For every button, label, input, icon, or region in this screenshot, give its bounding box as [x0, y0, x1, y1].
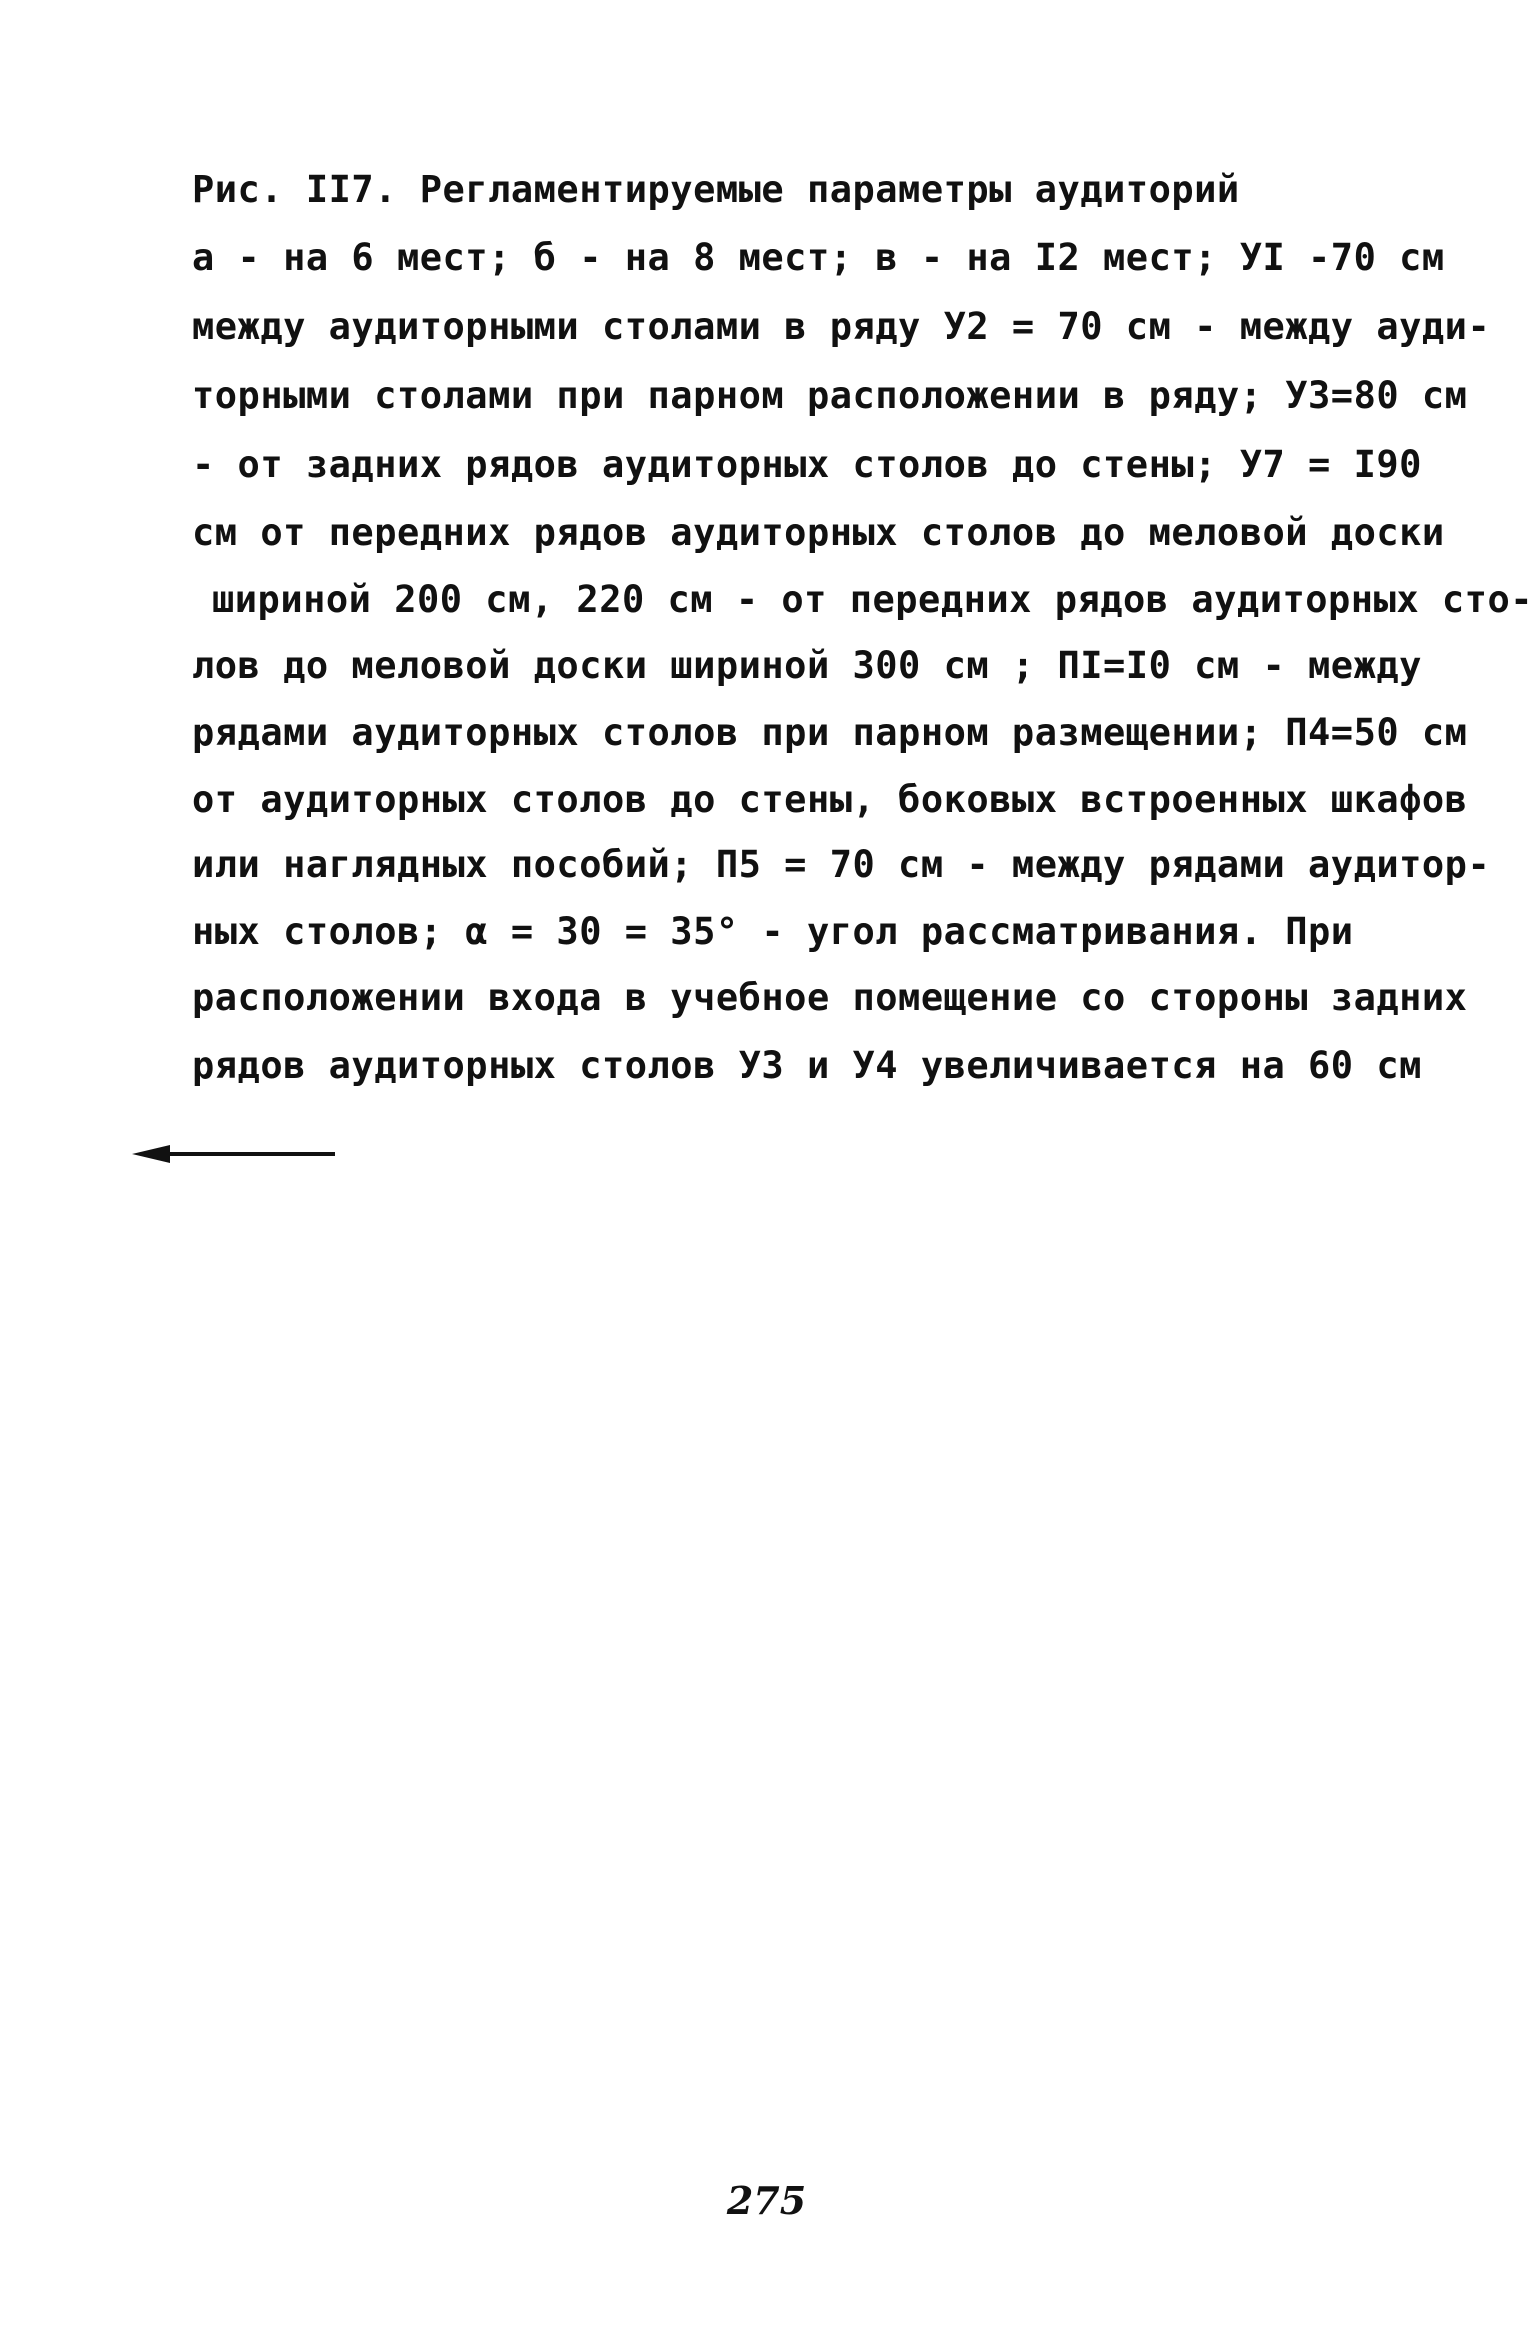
- caption-line: торными столами при парном расположении в ряду; У3=80 см: [192, 374, 1468, 417]
- caption-line: расположении входа в учебное помещение со стороны задних: [192, 976, 1468, 1019]
- caption-line: между аудиторными столами в ряду У2 = 70 см - между ауди-: [192, 305, 1491, 348]
- caption-line: лов до меловой доски шириной 300 см ; ПI=I0 см - между: [192, 644, 1422, 687]
- caption-line: рядами аудиторных столов при парном размещении; П4=50 см: [192, 711, 1468, 754]
- left-arrow-icon: [130, 1141, 340, 1167]
- caption-line: - от задних рядов аудиторных столов до стены; У7 = I90: [192, 443, 1422, 486]
- caption-line: см от передних рядов аудиторных столов до меловой доски: [192, 511, 1445, 554]
- caption-line: рядов аудиторных столов У3 и У4 увеличивается на 60 см: [192, 1044, 1422, 1087]
- caption-line: или наглядных пособий; П5 = 70 см - между рядами аудитор-: [192, 843, 1491, 886]
- caption-line: Рис. II7. Регламентируемые параметры аудиторий: [192, 168, 1240, 211]
- page-number: 275: [726, 2178, 807, 2223]
- caption-line: ных столов; α = 30 = 35° - угол рассматривания. При: [192, 910, 1354, 953]
- caption-line: шириной 200 см, 220 см - от передних рядов аудиторных сто-: [212, 578, 1533, 621]
- caption-line: от аудиторных столов до стены, боковых встроенных шкафов: [192, 778, 1468, 821]
- caption-line: а - на 6 мест; б - на 8 мест; в - на I2 мест; УI -70 см: [192, 236, 1445, 279]
